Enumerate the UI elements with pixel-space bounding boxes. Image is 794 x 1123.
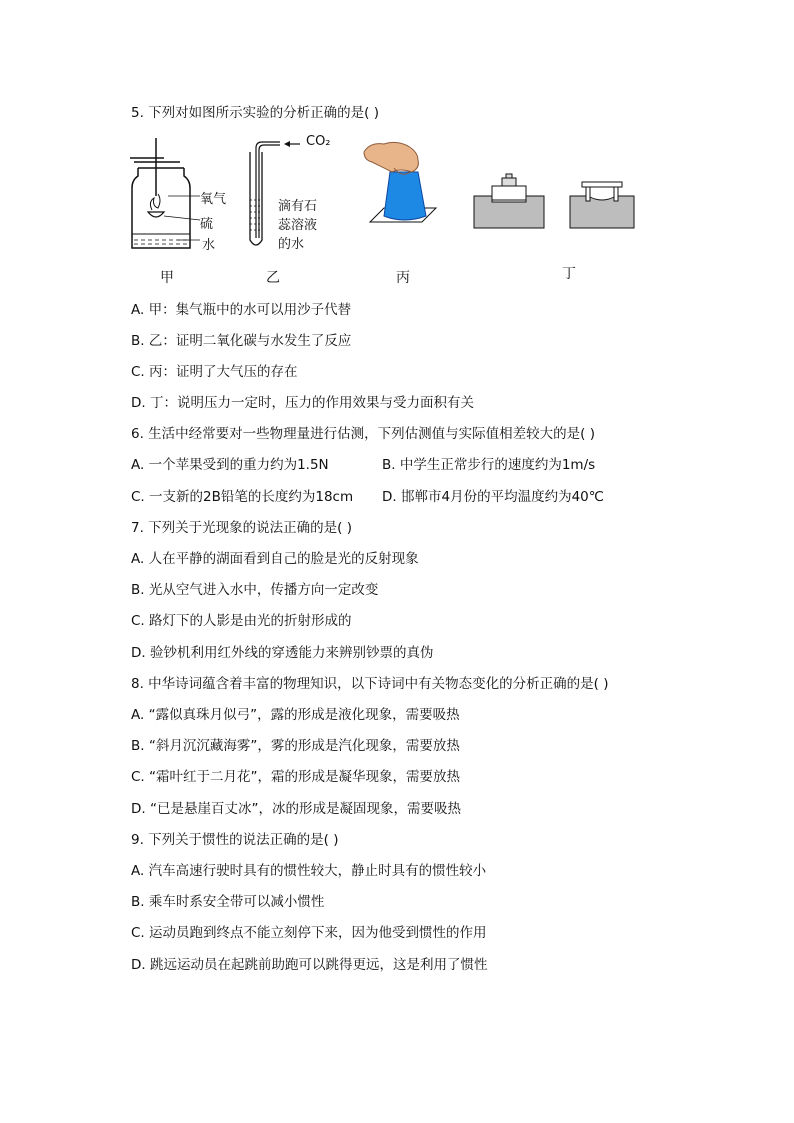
- question-7-stem: 7. 下列关于光现象的说法正确的是( ): [131, 520, 352, 536]
- q8-option-d: D. “已是悬崖百丈冰”，冰的形成是凝固现象，需要吸热: [131, 801, 461, 817]
- q5-option-b: B. 乙：证明二氧化碳与水发生了反应: [131, 333, 352, 349]
- q8-option-c: C. “霜叶红于二月花”，霜的形成是凝华现象，需要放热: [131, 769, 460, 785]
- q7-option-d: D. 验钞机利用红外线的穿透能力来辨别钞票的真伪: [131, 645, 434, 661]
- q6-option-c: C. 一支新的2B铅笔的长度约为18cm: [131, 489, 354, 505]
- label-litmus-2: 蕊溶液: [278, 218, 318, 233]
- question-9-stem: 9. 下列关于惯性的说法正确的是( ): [131, 832, 339, 848]
- label-litmus-1: 滴有石: [278, 199, 318, 214]
- q6-option-d: D. 邯郸市4月份的平均温度约为40℃: [382, 489, 604, 505]
- question-8-stem: 8. 中华诗词蕴含着丰富的物理知识，以下诗词中有关物态变化的分析正确的是( ): [131, 676, 609, 692]
- q5-option-c: C. 丙：证明了大气压的存在: [131, 364, 298, 380]
- label-sulfur: 硫: [200, 217, 214, 232]
- q9-option-c: C. 运动员跑到终点不能立刻停下来，因为他受到惯性的作用: [131, 925, 487, 941]
- question-5-stem: 5. 下列对如图所示实验的分析正确的是( ): [131, 105, 379, 121]
- label-co2: CO₂: [306, 134, 331, 149]
- q6-option-a: A. 一个苹果受到的重力约为1.5N: [131, 457, 329, 473]
- q5-option-a: A. 甲：集气瓶中的水可以用沙子代替: [131, 302, 352, 318]
- q9-option-d: D. 跳远运动员在起跳前助跑可以跳得更远，这是利用了惯性: [131, 957, 488, 973]
- question-6-stem: 6. 生活中经常要对一些物理量进行估测，下列估测值与实际值相差较大的是( ): [131, 426, 595, 442]
- q9-option-b: B. 乘车时系安全带可以减小惯性: [131, 894, 325, 910]
- figure-ding-pressure-blocks: [474, 172, 640, 230]
- q7-option-b: B. 光从空气进入水中，传播方向一定改变: [131, 582, 379, 598]
- figure-bing-inverted-cup: [360, 138, 450, 238]
- figure-ding-label: 丁: [562, 266, 576, 282]
- q5-option-d: D. 丁：说明压力一定时，压力的作用效果与受力面积有关: [131, 395, 474, 411]
- q7-option-c: C. 路灯下的人影是由光的折射形成的: [131, 613, 352, 629]
- q7-option-a: A. 人在平静的湖面看到自己的脸是光的反射现象: [131, 551, 419, 567]
- label-water: 水: [202, 238, 216, 253]
- figure-bing-label: 丙: [396, 270, 410, 286]
- label-oxygen: 氧气: [200, 192, 227, 207]
- figure-yi-label: 乙: [266, 270, 280, 286]
- q8-option-b: B. “斜月沉沉藏海雾”，雾的形成是汽化现象，需要放热: [131, 738, 460, 754]
- q8-option-a: A. “露似真珠月似弓”，露的形成是液化现象，需要吸热: [131, 707, 460, 723]
- label-litmus-3: 的水: [278, 237, 305, 252]
- q6-option-b: B. 中学生正常步行的速度约为1m/s: [382, 457, 596, 473]
- q9-option-a: A. 汽车高速行驶时具有的惯性较大，静止时具有的惯性较小: [131, 863, 487, 879]
- figure-jia-label: 甲: [160, 270, 174, 286]
- figure-jia-gas-jar: [128, 136, 198, 256]
